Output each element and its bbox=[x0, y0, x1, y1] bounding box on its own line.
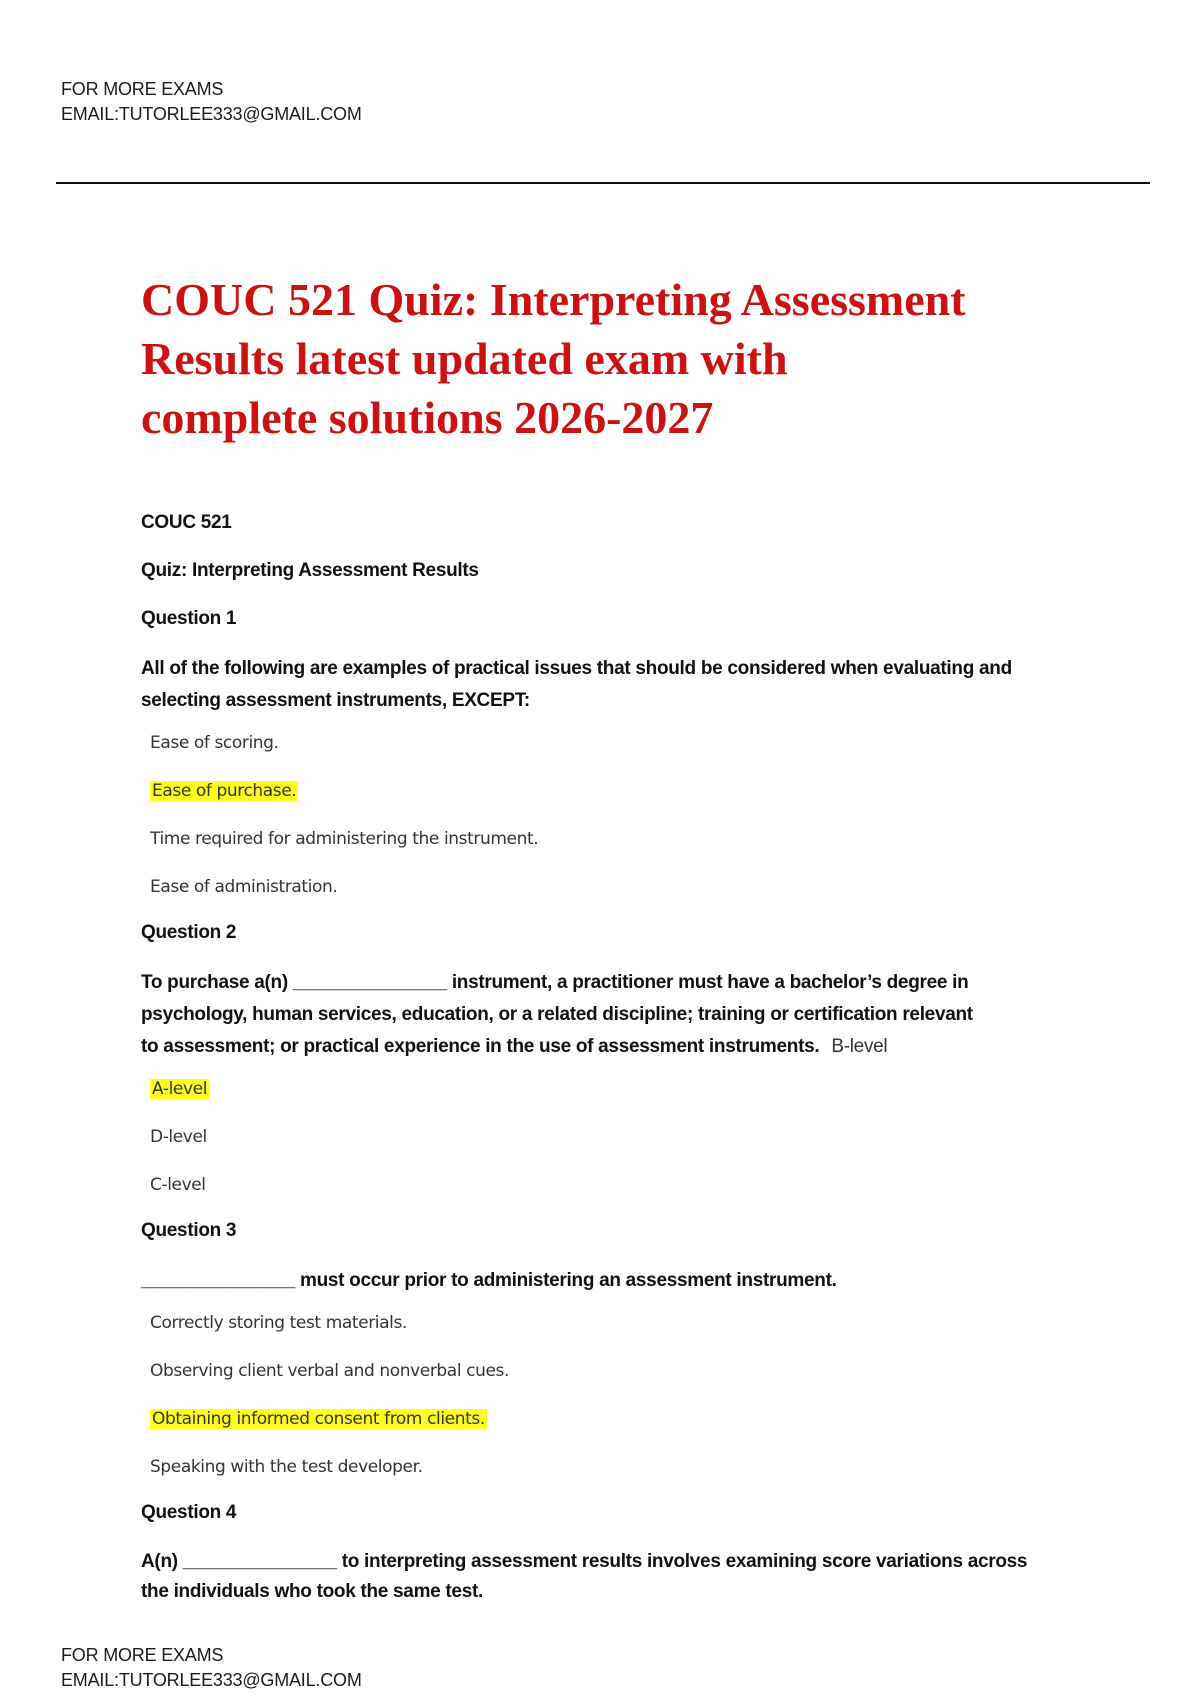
question-label: Question 3 bbox=[141, 1220, 237, 1241]
title-line-1: COUC 521 Quiz: Interpreting Assessment bbox=[141, 274, 966, 325]
answer-option: D-level bbox=[150, 1127, 207, 1147]
document-title bbox=[141, 270, 1121, 447]
answer-option-correct bbox=[150, 779, 1081, 803]
question-label: Question 1 bbox=[141, 608, 237, 629]
answer-option: C-level bbox=[150, 1175, 206, 1195]
answer-option: Observing client verbal and nonverbal cues. bbox=[150, 1361, 509, 1381]
question-text bbox=[141, 967, 1081, 1063]
answer-option-correct bbox=[150, 1077, 1081, 1101]
answer-option-correct bbox=[150, 1407, 1081, 1431]
course-code: COUC 521 bbox=[141, 512, 232, 533]
answer-option: Time required for administering the instrument. bbox=[150, 829, 539, 849]
answer-highlight: Ease of purchase. bbox=[152, 781, 297, 801]
answer-option: Speaking with the test developer. bbox=[150, 1457, 423, 1477]
answer-option-inline: B-level bbox=[831, 1036, 888, 1057]
page-header bbox=[61, 77, 362, 127]
answer-highlight: A-level bbox=[152, 1079, 208, 1099]
answer-option: Ease of administration. bbox=[150, 877, 338, 897]
question-label: Question 4 bbox=[141, 1502, 237, 1523]
answer-option: Ease of scoring. bbox=[150, 733, 279, 753]
answer-highlight: Obtaining informed consent from clients. bbox=[152, 1409, 485, 1429]
header-line-1: FOR MORE EXAMS bbox=[61, 79, 224, 99]
question-label: Question 2 bbox=[141, 922, 237, 943]
question-text-line: All of the following are examples of practical issues that should be considered when evaluating and bbox=[141, 658, 1012, 679]
footer-line-1: FOR MORE EXAMS bbox=[61, 1645, 224, 1665]
question-text-line: A(n) _______________ to interpreting assessment results involves examining score variations across bbox=[141, 1551, 1028, 1572]
question-text bbox=[141, 1265, 1081, 1297]
quiz-name: Quiz: Interpreting Assessment Results bbox=[141, 560, 479, 581]
question-text-line: To purchase a(n) _______________ instrument, a practitioner must have a bachelor’s degree in bbox=[141, 972, 969, 993]
header-divider bbox=[56, 182, 1150, 184]
quiz-content bbox=[141, 511, 1081, 1621]
question-text-line: the individuals who took the same test. bbox=[141, 1581, 483, 1602]
answer-option: Correctly storing test materials. bbox=[150, 1313, 407, 1333]
question-text-line: selecting assessment instruments, EXCEPT: bbox=[141, 690, 530, 711]
question-text bbox=[141, 653, 1081, 717]
footer-email: EMAIL:TUTORLEE333@GMAIL.COM bbox=[61, 1670, 362, 1690]
title-line-2: Results latest updated exam with bbox=[141, 333, 788, 384]
header-email: EMAIL:TUTORLEE333@GMAIL.COM bbox=[61, 104, 362, 124]
question-text-line: to assessment; or practical experience in the use of assessment instruments. B-level bbox=[141, 1036, 888, 1057]
question-text-line: psychology, human services, education, or a related discipline; training or certification relevant bbox=[141, 1004, 973, 1025]
question-text bbox=[141, 1547, 1081, 1607]
question-text-line: _______________ must occur prior to administering an assessment instrument. bbox=[141, 1270, 837, 1291]
page-footer bbox=[61, 1643, 362, 1693]
title-line-3: complete solutions 2026-2027 bbox=[141, 392, 714, 443]
